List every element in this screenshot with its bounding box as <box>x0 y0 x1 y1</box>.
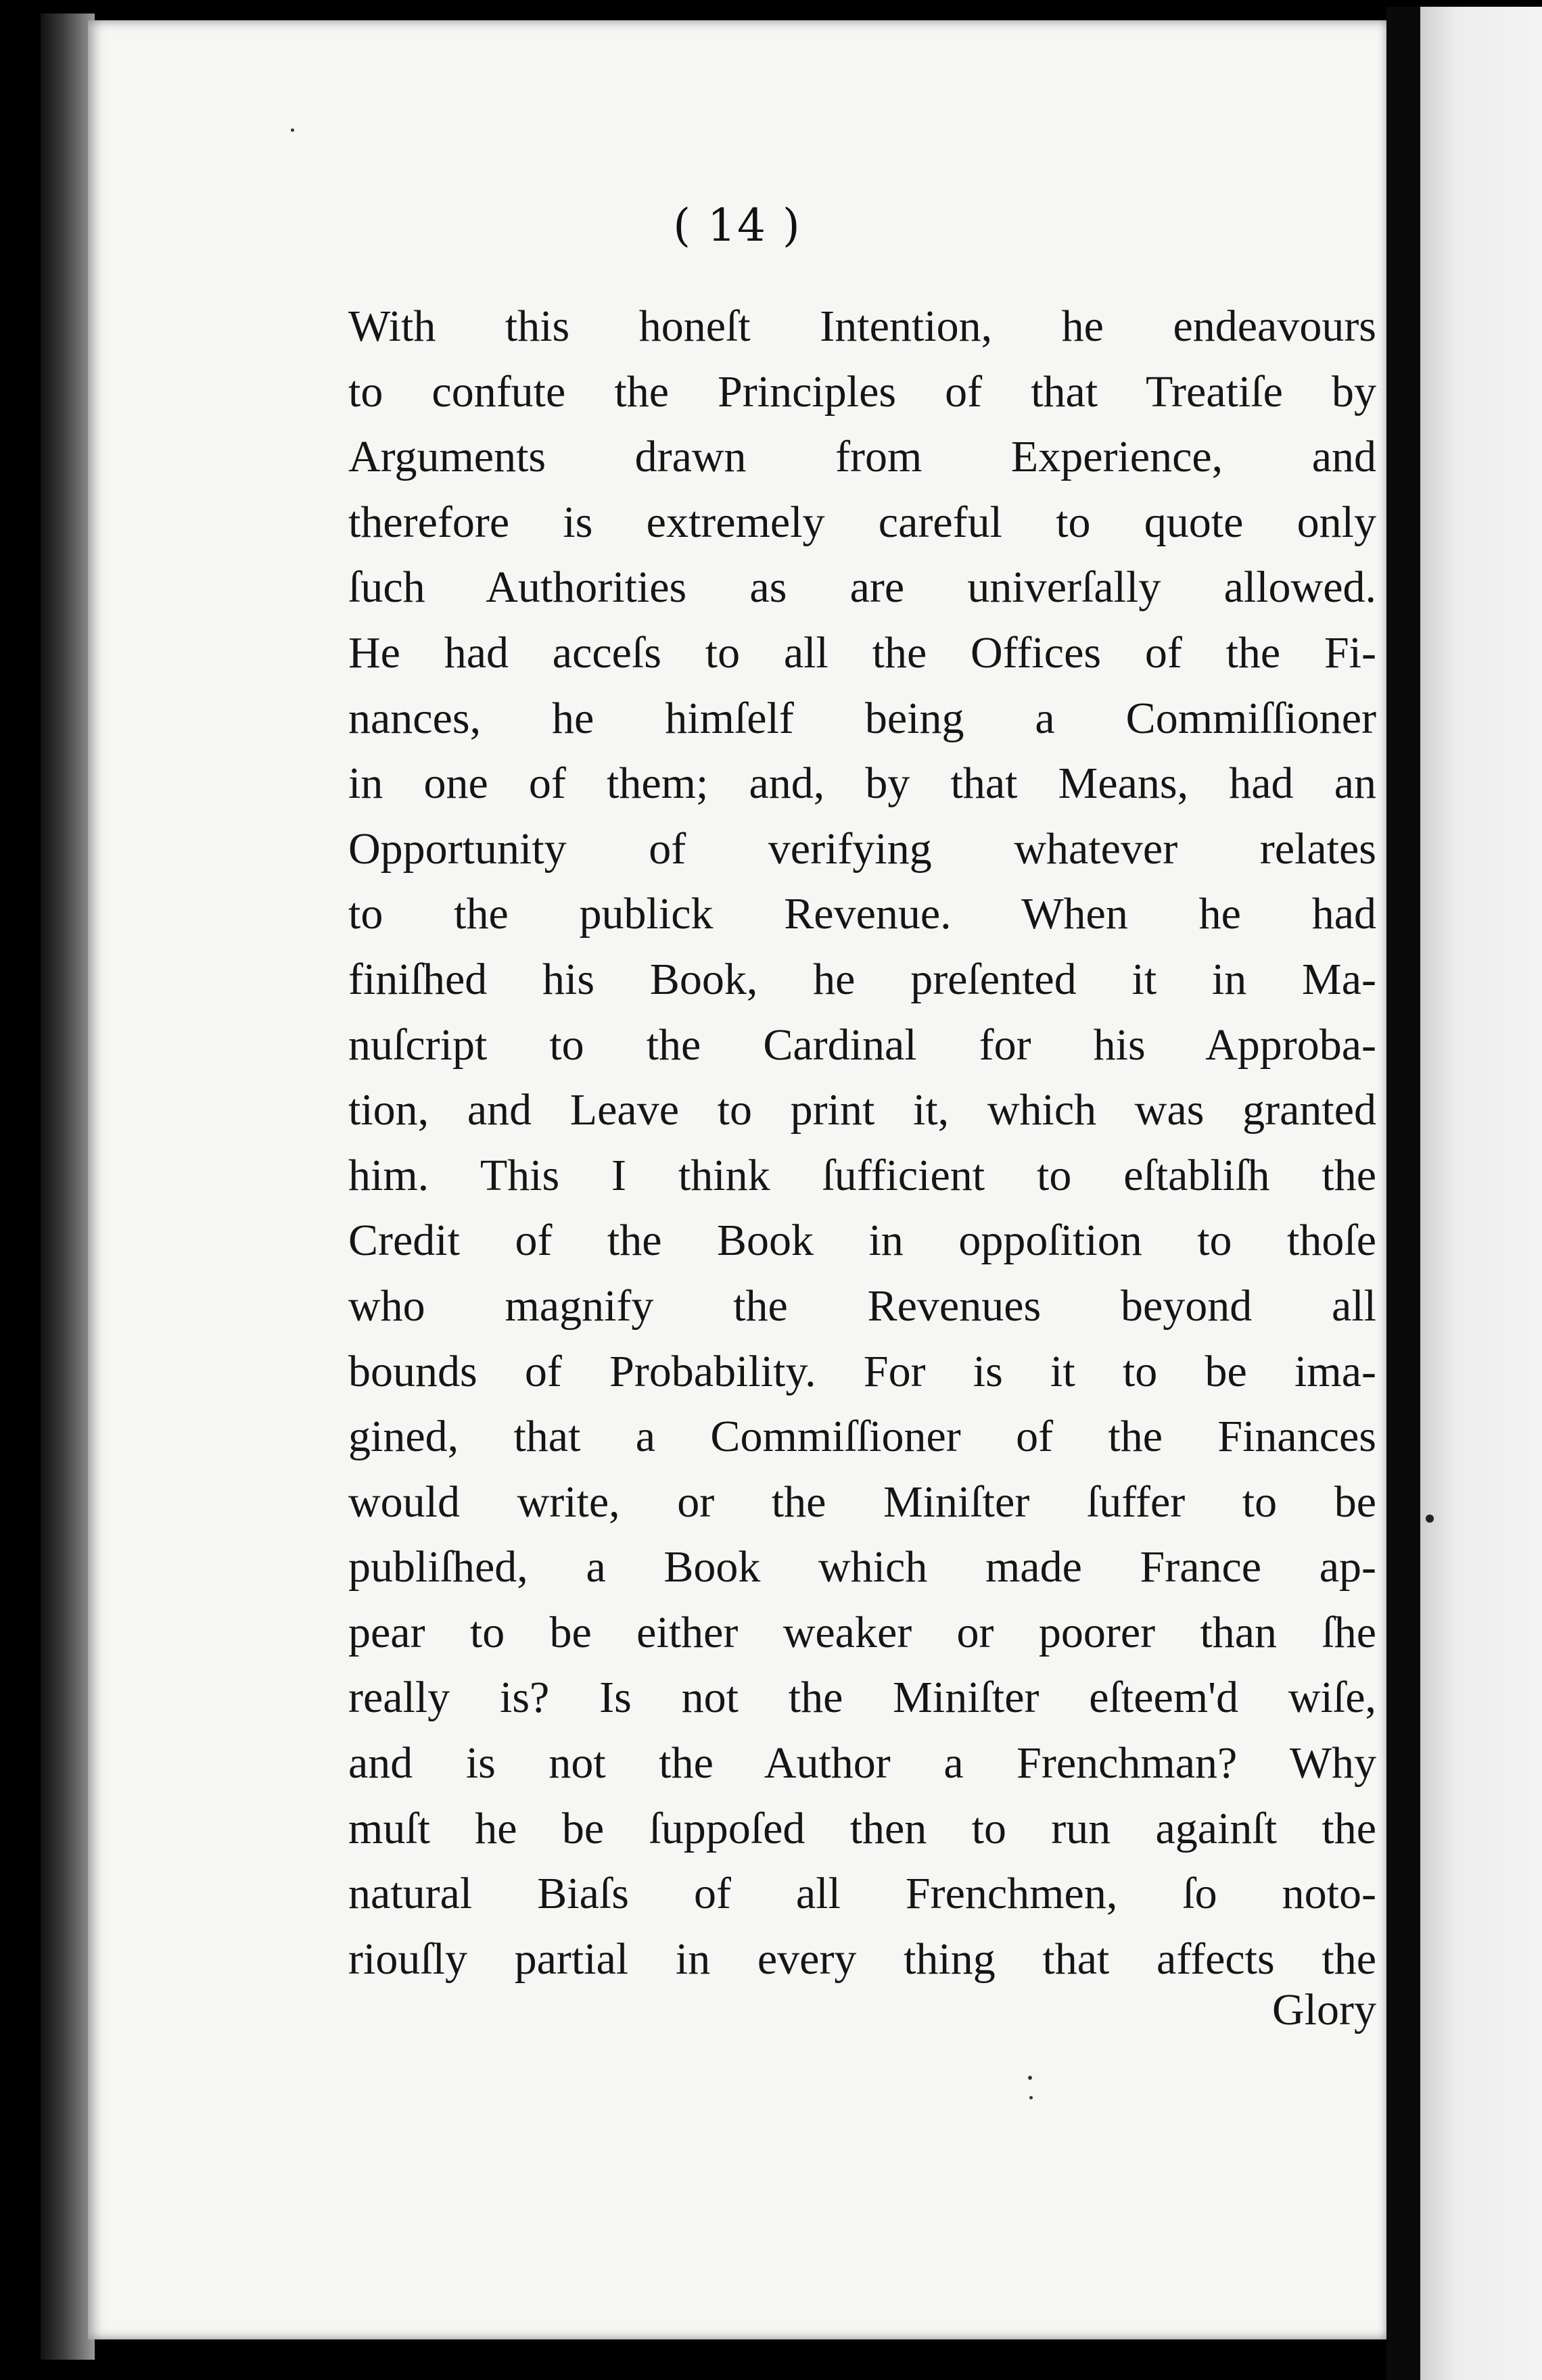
text-line: would write, or the Miniſter ſuffer to be <box>348 1477 1376 1527</box>
text-line: He had acceſs to all the Offices of the Fi- <box>348 627 1376 677</box>
book-page <box>88 20 1386 2339</box>
text-line: who magnify the Revenues beyond all <box>348 1281 1376 1331</box>
scan-speck <box>1028 2076 1032 2080</box>
text-line: pear to be either weaker or poorer than ſhe <box>348 1607 1376 1657</box>
text-line: Credit of the Book in oppoſition to thoſe <box>348 1216 1376 1266</box>
text-line: tion, and Leave to print it, which was granted <box>348 1085 1376 1135</box>
page-number-header: ( 14 ) <box>673 199 801 252</box>
book-gutter-left <box>41 14 95 2360</box>
text-line: nances, he himſelf being a Commiſſioner <box>348 693 1376 743</box>
text-line: riouſly partial in every thing that affects the <box>348 1934 1376 1984</box>
text-line: natural Biaſs of all Frenchmen, ſo noto- <box>348 1869 1376 1919</box>
facing-page-edge <box>1420 7 1542 2380</box>
text-line: muſt he be ſuppoſed then to run againſt the <box>348 1803 1376 1853</box>
text-line: gined, that a Commiſſioner of the Finances <box>348 1412 1376 1462</box>
text-line: and is not the Author a Frenchman? Why <box>348 1738 1376 1788</box>
text-line: to confute the Principles of that Treatiſe by <box>348 366 1376 416</box>
text-line: Arguments drawn from Experience, and <box>348 432 1376 482</box>
scan-speck <box>291 128 294 132</box>
book-spine <box>1386 7 1420 2380</box>
text-line: him. This I think ſufficient to eſtabliſh the <box>348 1150 1376 1200</box>
text-line: publiſhed, a Book which made France ap- <box>348 1542 1376 1592</box>
text-line: to the publick Revenue. When he had <box>348 889 1376 939</box>
text-line: bounds of Probability. For is it to be ima- <box>348 1346 1376 1396</box>
text-line: finiſhed his Book, he preſented it in Ma- <box>348 954 1376 1004</box>
text-line: in one of them; and, by that Means, had an <box>348 759 1376 809</box>
text-line: ſuch Authorities as are univerſally allowed. <box>348 563 1376 613</box>
scan-speck <box>1426 1515 1434 1523</box>
text-line: therefore is extremely careful to quote only <box>348 497 1376 547</box>
text-line: nuſcript to the Cardinal for his Approba- <box>348 1020 1376 1070</box>
text-line: really is? Is not the Miniſter eſteem'd wiſe, <box>348 1673 1376 1723</box>
body-text <box>348 294 1376 1992</box>
scan-speck <box>1029 2096 1033 2099</box>
text-line: With this honeſt Intention, he endeavours <box>348 302 1376 351</box>
text-line: Opportunity of verifying whatever relates <box>348 824 1376 874</box>
catchword: Glory <box>1272 1985 1376 2034</box>
